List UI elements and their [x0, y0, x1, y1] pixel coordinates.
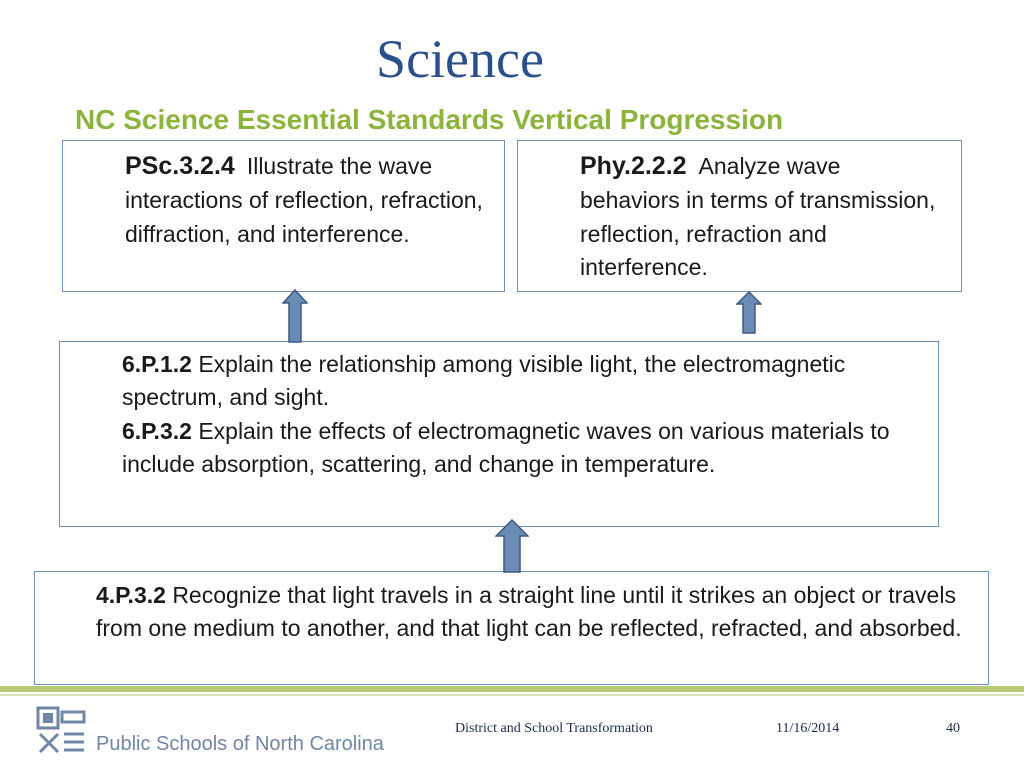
footer-rule-thin — [0, 694, 1024, 696]
up-arrow-icon — [736, 291, 762, 334]
standard-item-6p32 — [122, 415, 918, 482]
standard-box-grade4 — [34, 571, 989, 685]
standard-code-psc: PSc.3.2.4 — [125, 152, 235, 180]
footer-page-number: 40 — [946, 721, 960, 736]
up-arrow-icon — [495, 519, 529, 573]
standard-text-phy: Analyze wave behaviors in terms of transmission, reflection, refraction and interference. — [580, 153, 936, 280]
standard-box-psc — [62, 140, 505, 292]
ncdpi-logo-icon — [34, 704, 90, 760]
standard-text-6p32: Explain the effects of electromagnetic waves on various materials to include absorption, scattering, and change in temperature. — [122, 417, 890, 478]
standard-text-psc: Illustrate the wave interactions of reflection, refraction, diffraction, and interference. — [125, 153, 483, 247]
standard-box-phy — [517, 140, 962, 292]
standard-code-6p12: 6.P.1.2 — [122, 351, 192, 377]
standard-code-6p32: 6.P.3.2 — [122, 417, 192, 444]
standard-text-4p32: Recognize that light travels in a straight line until it strikes an object or travels from one medium to another, and that light can be reflected, refracted, and absorbed. — [96, 582, 962, 642]
up-arrow-icon — [282, 289, 308, 343]
footer-org: District and School Transformation — [455, 721, 653, 736]
standard-item-6p12 — [122, 348, 918, 415]
footer-rule — [0, 686, 1024, 692]
standard-code-4p32: 4.P.3.2 — [96, 582, 166, 608]
standard-code-phy: Phy.2.2.2 — [580, 152, 687, 180]
standard-text-6p12: Explain the relationship among visible light, the electromagnetic spectrum, and sight. — [122, 351, 846, 411]
standard-box-grade6 — [59, 341, 939, 527]
footer-date: 11/16/2014 — [776, 721, 840, 736]
slide-subtitle: NC Science Essential Standards Vertical Progression — [75, 104, 784, 135]
slide-title — [0, 30, 1024, 89]
logo-text: Public Schools of North Carolina — [96, 733, 384, 755]
slide-title-text: Science — [376, 29, 544, 89]
